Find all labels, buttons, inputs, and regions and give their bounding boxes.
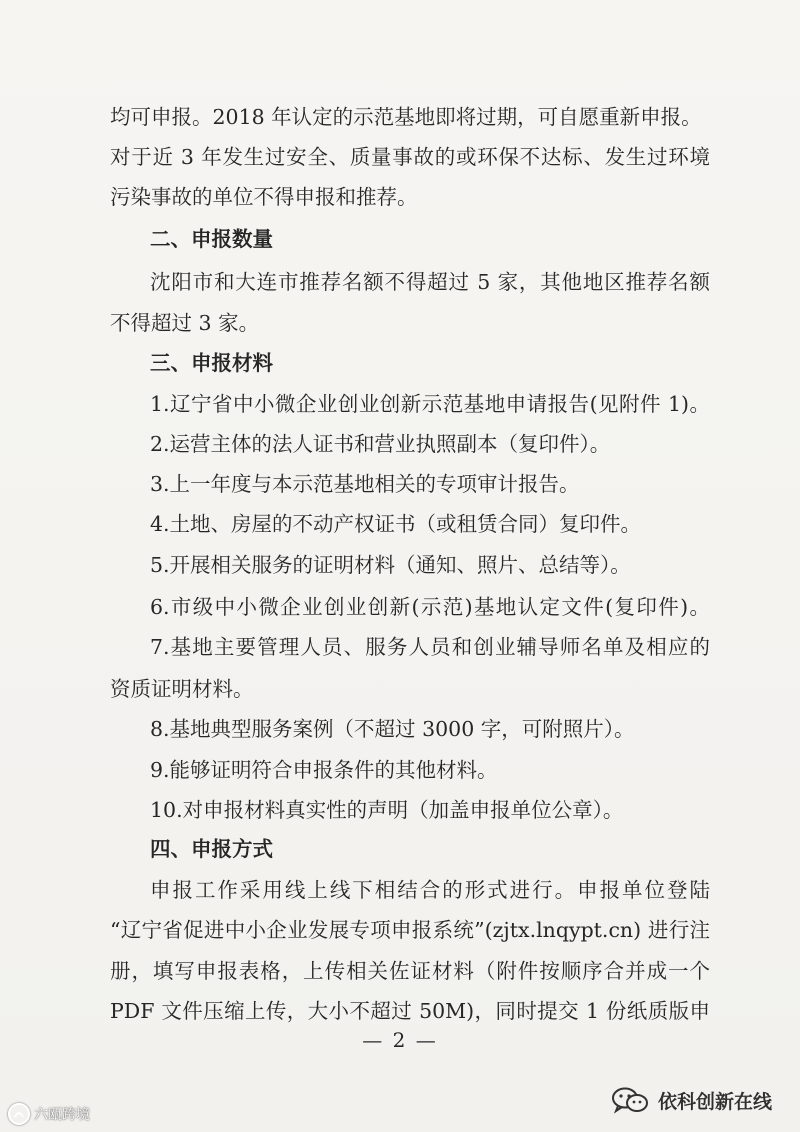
list-item: 6.市级中小微企业创业创新(示范)基地认定文件(复印件)。: [150, 595, 710, 619]
list-item: 9.能够证明符合申报条件的其他材料。: [150, 758, 498, 782]
body-text-line: PDF 文件压缩上传，大小不超过 50M)，同时提交 1 份纸质版申: [110, 999, 710, 1023]
body-text-line: 不得超过 3 家。: [110, 311, 260, 335]
list-item: 3.上一年度与本示范基地相关的专项审计报告。: [150, 472, 580, 496]
list-item: 10.对申报材料真实性的声明（加盖申报单位公章）。: [150, 798, 624, 822]
body-text-line: “辽宁省促进中小企业发展专项申报系统”(zjtx.lnqypt.cn) 进行注: [110, 918, 710, 942]
section-heading: 二、申报数量: [150, 227, 273, 251]
body-text-line: 对于近 3 年发生过安全、质量事故的或环保不达标、发生过环境: [110, 145, 710, 169]
section-heading: 四、申报方式: [150, 837, 273, 861]
body-text-line: 污染事故的单位不得申报和推荐。: [110, 185, 418, 209]
body-text-line: 册，填写申报表格，上传相关佐证材料（附件按顺序合并成一个: [110, 959, 710, 983]
watermark-left: [8, 1103, 90, 1125]
list-item: 2.运营主体的法人证书和营业执照副本（复印件）。: [150, 432, 611, 456]
list-item-continuation: 资质证明材料。: [110, 677, 254, 701]
wechat-icon: [610, 1086, 650, 1114]
body-text-line: 沈阳市和大连市推荐名额不得超过 5 家，其他地区推荐名额: [150, 270, 710, 294]
list-item: 8.基地典型服务案例（不超过 3000 字，可附照片）。: [150, 717, 635, 741]
watermark-right: [610, 1086, 772, 1114]
list-item: 1.辽宁省中小微企业创业创新示范基地申请报告(见附件 1)。: [150, 392, 710, 416]
section-heading: 三、申报材料: [150, 351, 273, 375]
body-text-line: 均可申报。2018 年认定的示范基地即将过期，可自愿重新申报。: [110, 105, 702, 129]
brand-circle-icon: [8, 1103, 30, 1125]
body-text-line: 申报工作采用线上线下相结合的形式进行。申报单位登陆: [150, 878, 710, 902]
list-item: 5.开展相关服务的证明材料（通知、照片、总结等）。: [150, 553, 631, 577]
watermark-left-text: 六瓯跨境: [34, 1107, 90, 1123]
list-item: 7.基地主要管理人员、服务人员和创业辅导师名单及相应的: [150, 635, 710, 659]
list-item: 4.土地、房屋的不动产权证书（或租赁合同）复印件。: [150, 512, 642, 536]
watermark-right-text: 依科创新在线: [657, 1090, 772, 1113]
page-number: — 2 —: [362, 1028, 438, 1052]
